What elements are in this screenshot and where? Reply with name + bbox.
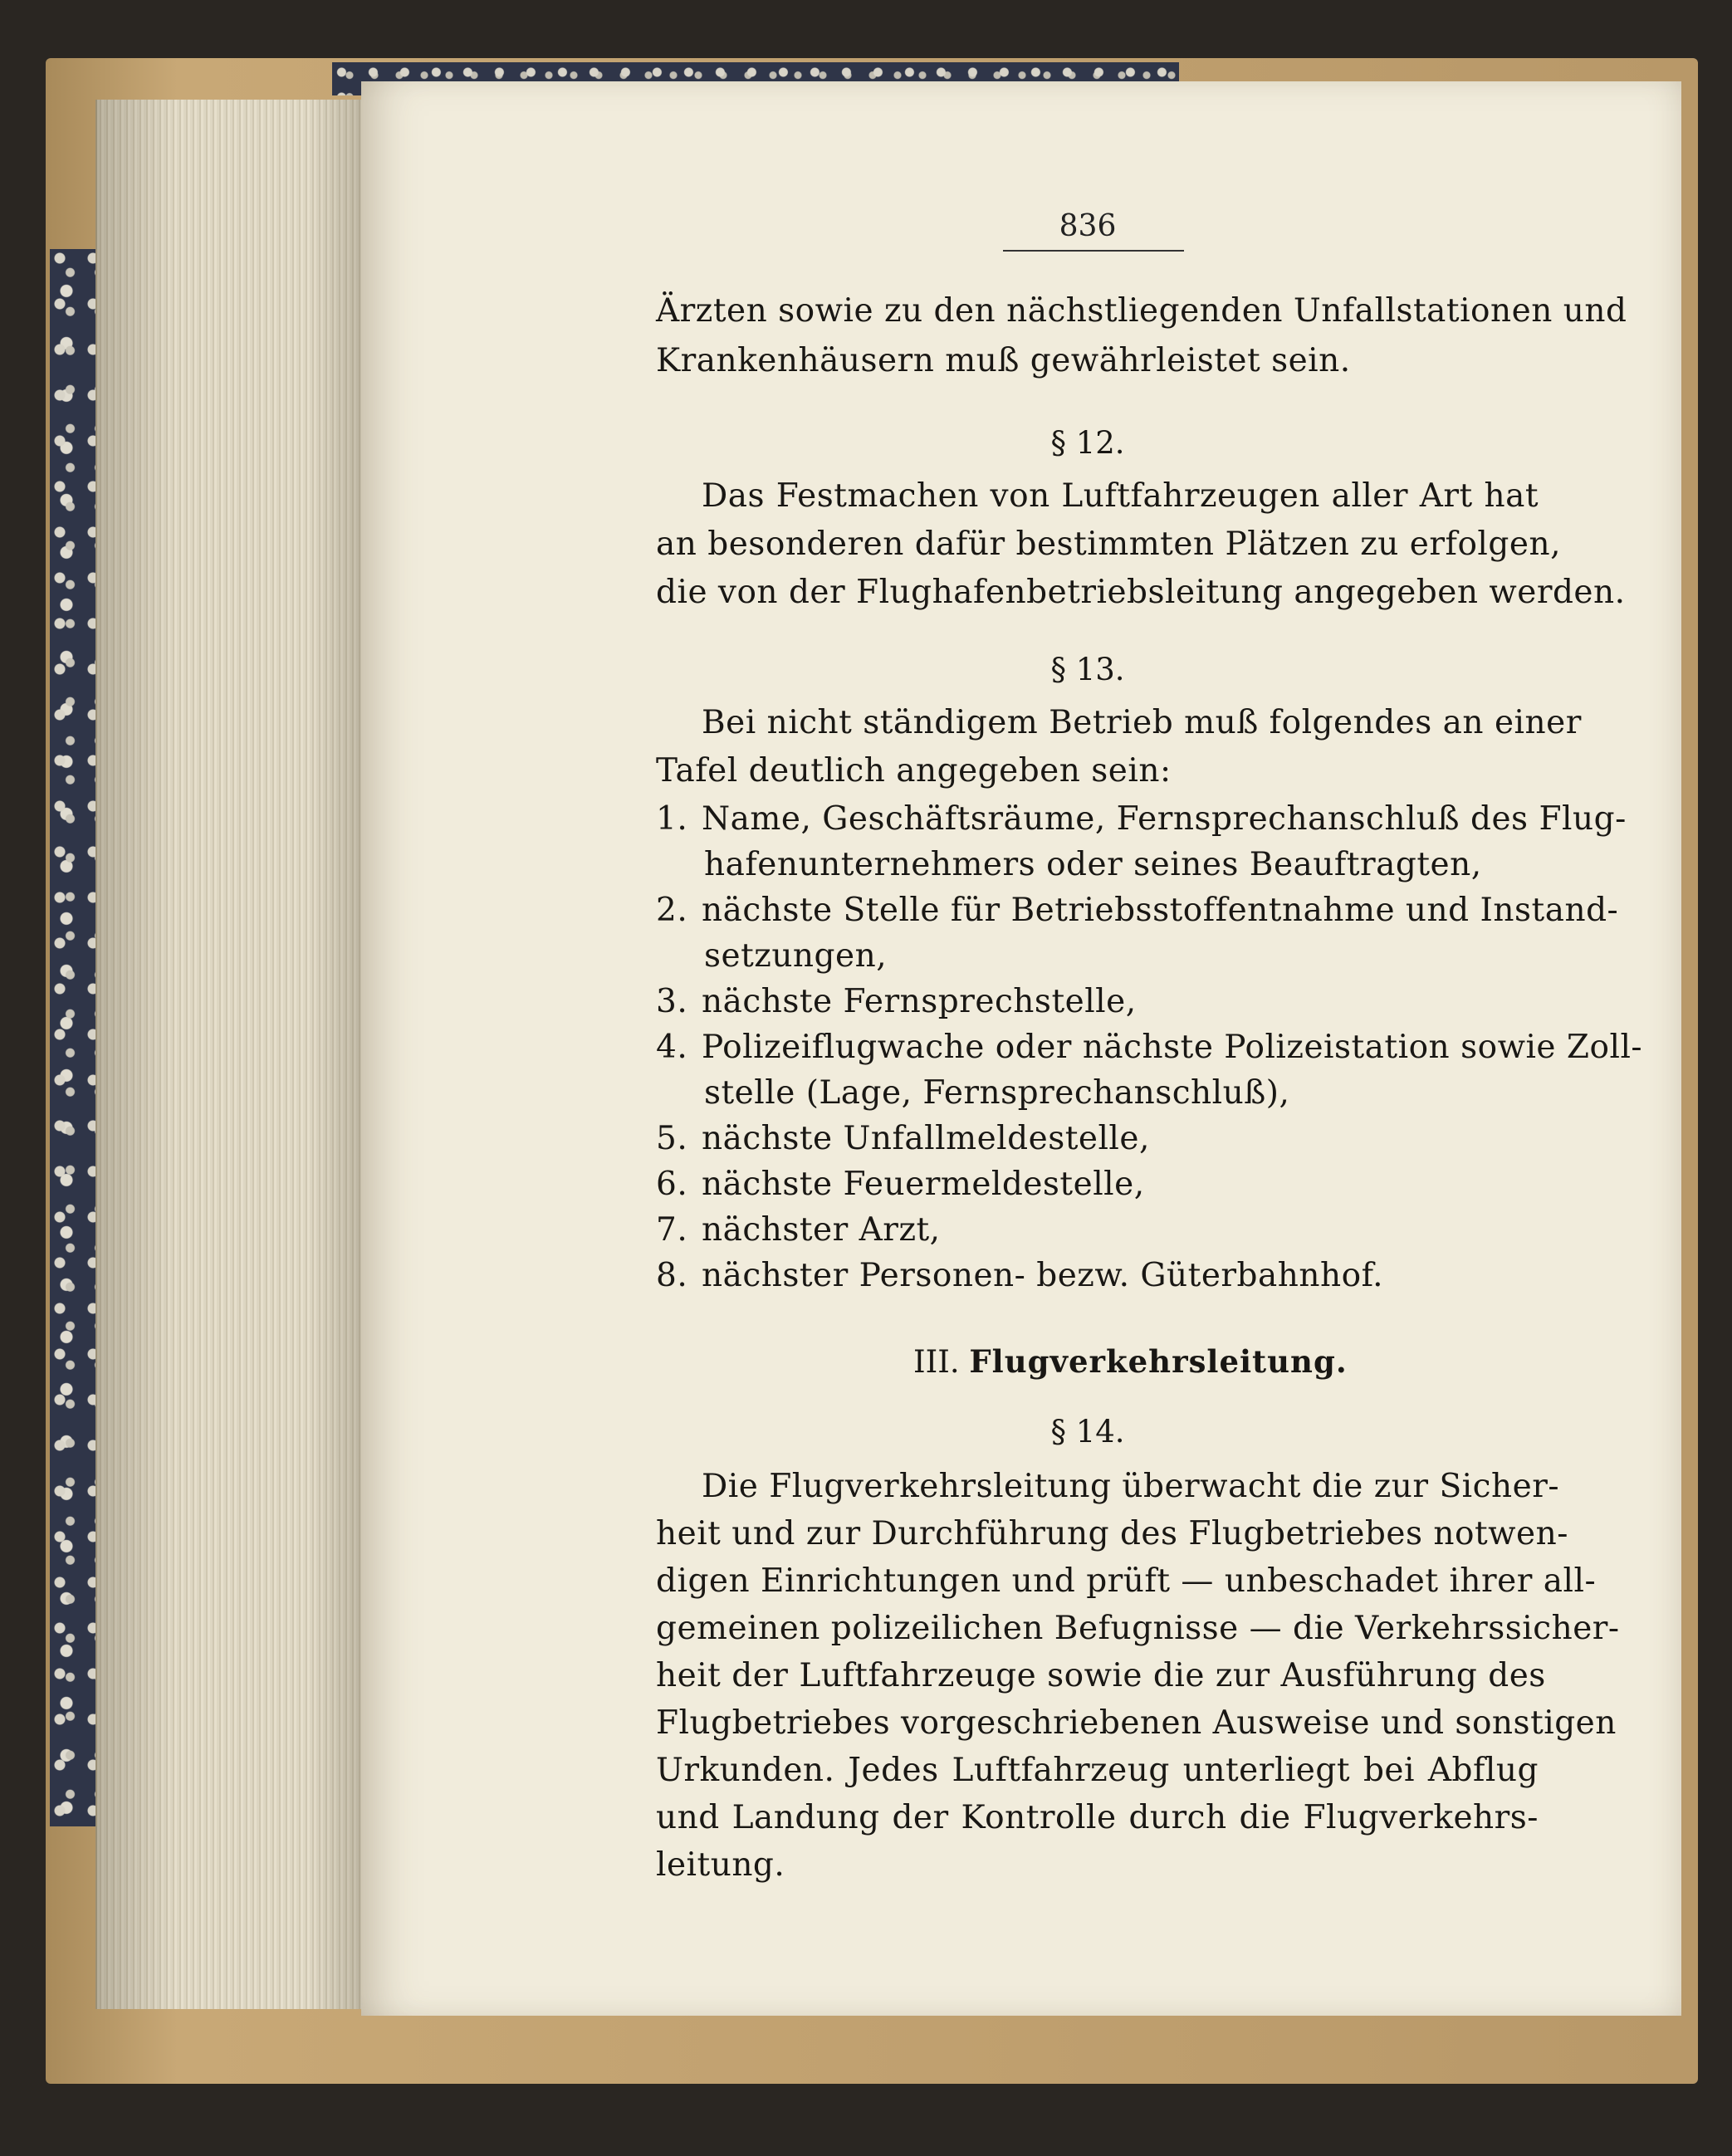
- list-item: [656, 1120, 1150, 1157]
- list-number: 3.: [656, 983, 688, 1020]
- list-number: 4.: [656, 1029, 688, 1066]
- text-line: leitung.: [656, 1846, 785, 1884]
- list-number: 1.: [656, 800, 688, 838]
- list-item: [656, 1029, 1642, 1066]
- text-line: Bei nicht ständigem Betrieb muß folgendes an einer: [702, 704, 1582, 741]
- list-item-continuation: stelle (Lage, Fernsprechanschluß),: [704, 1074, 1290, 1112]
- text-line: gemeinen polizeilichen Befugnisse — die Verkehrssicher-: [656, 1610, 1620, 1647]
- text-line: und Landung der Kontrolle durch die Flugverkehrs-: [656, 1799, 1539, 1836]
- list-item: [656, 1211, 941, 1249]
- list-number: 6.: [656, 1166, 688, 1203]
- list-item-continuation: hafenunternehmers oder seines Beauftragten,: [704, 846, 1482, 883]
- text-line: heit und zur Durchführung des Flugbetriebes notwen-: [656, 1515, 1568, 1552]
- chapter-heading: [913, 1343, 1348, 1380]
- list-text: nächste Stelle für Betriebsstoffentnahme und Instand-: [702, 892, 1619, 929]
- list-text: nächste Feuermeldestelle,: [702, 1166, 1145, 1203]
- page-number-rule: [1003, 250, 1184, 252]
- list-number: 2.: [656, 892, 688, 929]
- list-text: Name, Geschäftsräume, Fernsprechanschluß des Flug-: [702, 800, 1627, 838]
- list-item: [656, 892, 1618, 929]
- chapter-title: Flugverkehrsleitung.: [969, 1343, 1348, 1380]
- list-text: nächster Personen- bezw. Güterbahnhof.: [702, 1257, 1384, 1294]
- text-line: Das Festmachen von Luftfahrzeugen aller Art hat: [702, 477, 1539, 515]
- list-number: 8.: [656, 1257, 688, 1294]
- list-text: nächste Fernsprechstelle,: [702, 983, 1137, 1020]
- text-line: Krankenhäusern muß gewährleistet sein.: [656, 342, 1351, 379]
- section-heading-12: § 12.: [1050, 425, 1125, 461]
- chapter-roman: III.: [913, 1344, 960, 1380]
- section-heading-14: § 14.: [1050, 1414, 1125, 1450]
- list-item: [656, 800, 1627, 838]
- text-line: die von der Flughafenbetriebsleitung angegeben werden.: [656, 574, 1626, 611]
- list-item: [656, 1166, 1145, 1203]
- text-line: Die Flugverkehrsleitung überwacht die zur Sicher-: [702, 1468, 1560, 1505]
- list-item: [656, 983, 1137, 1020]
- list-number: 5.: [656, 1120, 688, 1157]
- text-line: Urkunden. Jedes Luftfahrzeug unterliegt bei Abflug: [656, 1752, 1539, 1789]
- list-item: [656, 1257, 1383, 1294]
- list-text: Polizeiflugwache oder nächste Polizeistation sowie Zoll-: [702, 1029, 1643, 1066]
- text-line: Ärzten sowie zu den nächstliegenden Unfallstationen und: [656, 292, 1627, 330]
- page-edges-shadow: [95, 100, 361, 2009]
- list-number: 7.: [656, 1211, 688, 1249]
- text-line: digen Einrichtungen und prüft — unbeschadet ihrer all-: [656, 1562, 1597, 1600]
- list-text: nächste Unfallmeldestelle,: [702, 1120, 1150, 1157]
- page-number: 836: [1059, 209, 1117, 243]
- text-line: Tafel deutlich angegeben sein:: [656, 752, 1172, 790]
- list-text: nächster Arzt,: [702, 1211, 941, 1249]
- section-heading-13: § 13.: [1050, 652, 1125, 687]
- text-line: heit der Luftfahrzeuge sowie die zur Ausführung des: [656, 1657, 1546, 1694]
- text-line: Flugbetriebes vorgeschriebenen Ausweise und sonstigen: [656, 1704, 1617, 1742]
- text-line: an besonderen dafür bestimmten Plätzen zu erfolgen,: [656, 526, 1561, 563]
- list-item-continuation: setzungen,: [704, 937, 888, 975]
